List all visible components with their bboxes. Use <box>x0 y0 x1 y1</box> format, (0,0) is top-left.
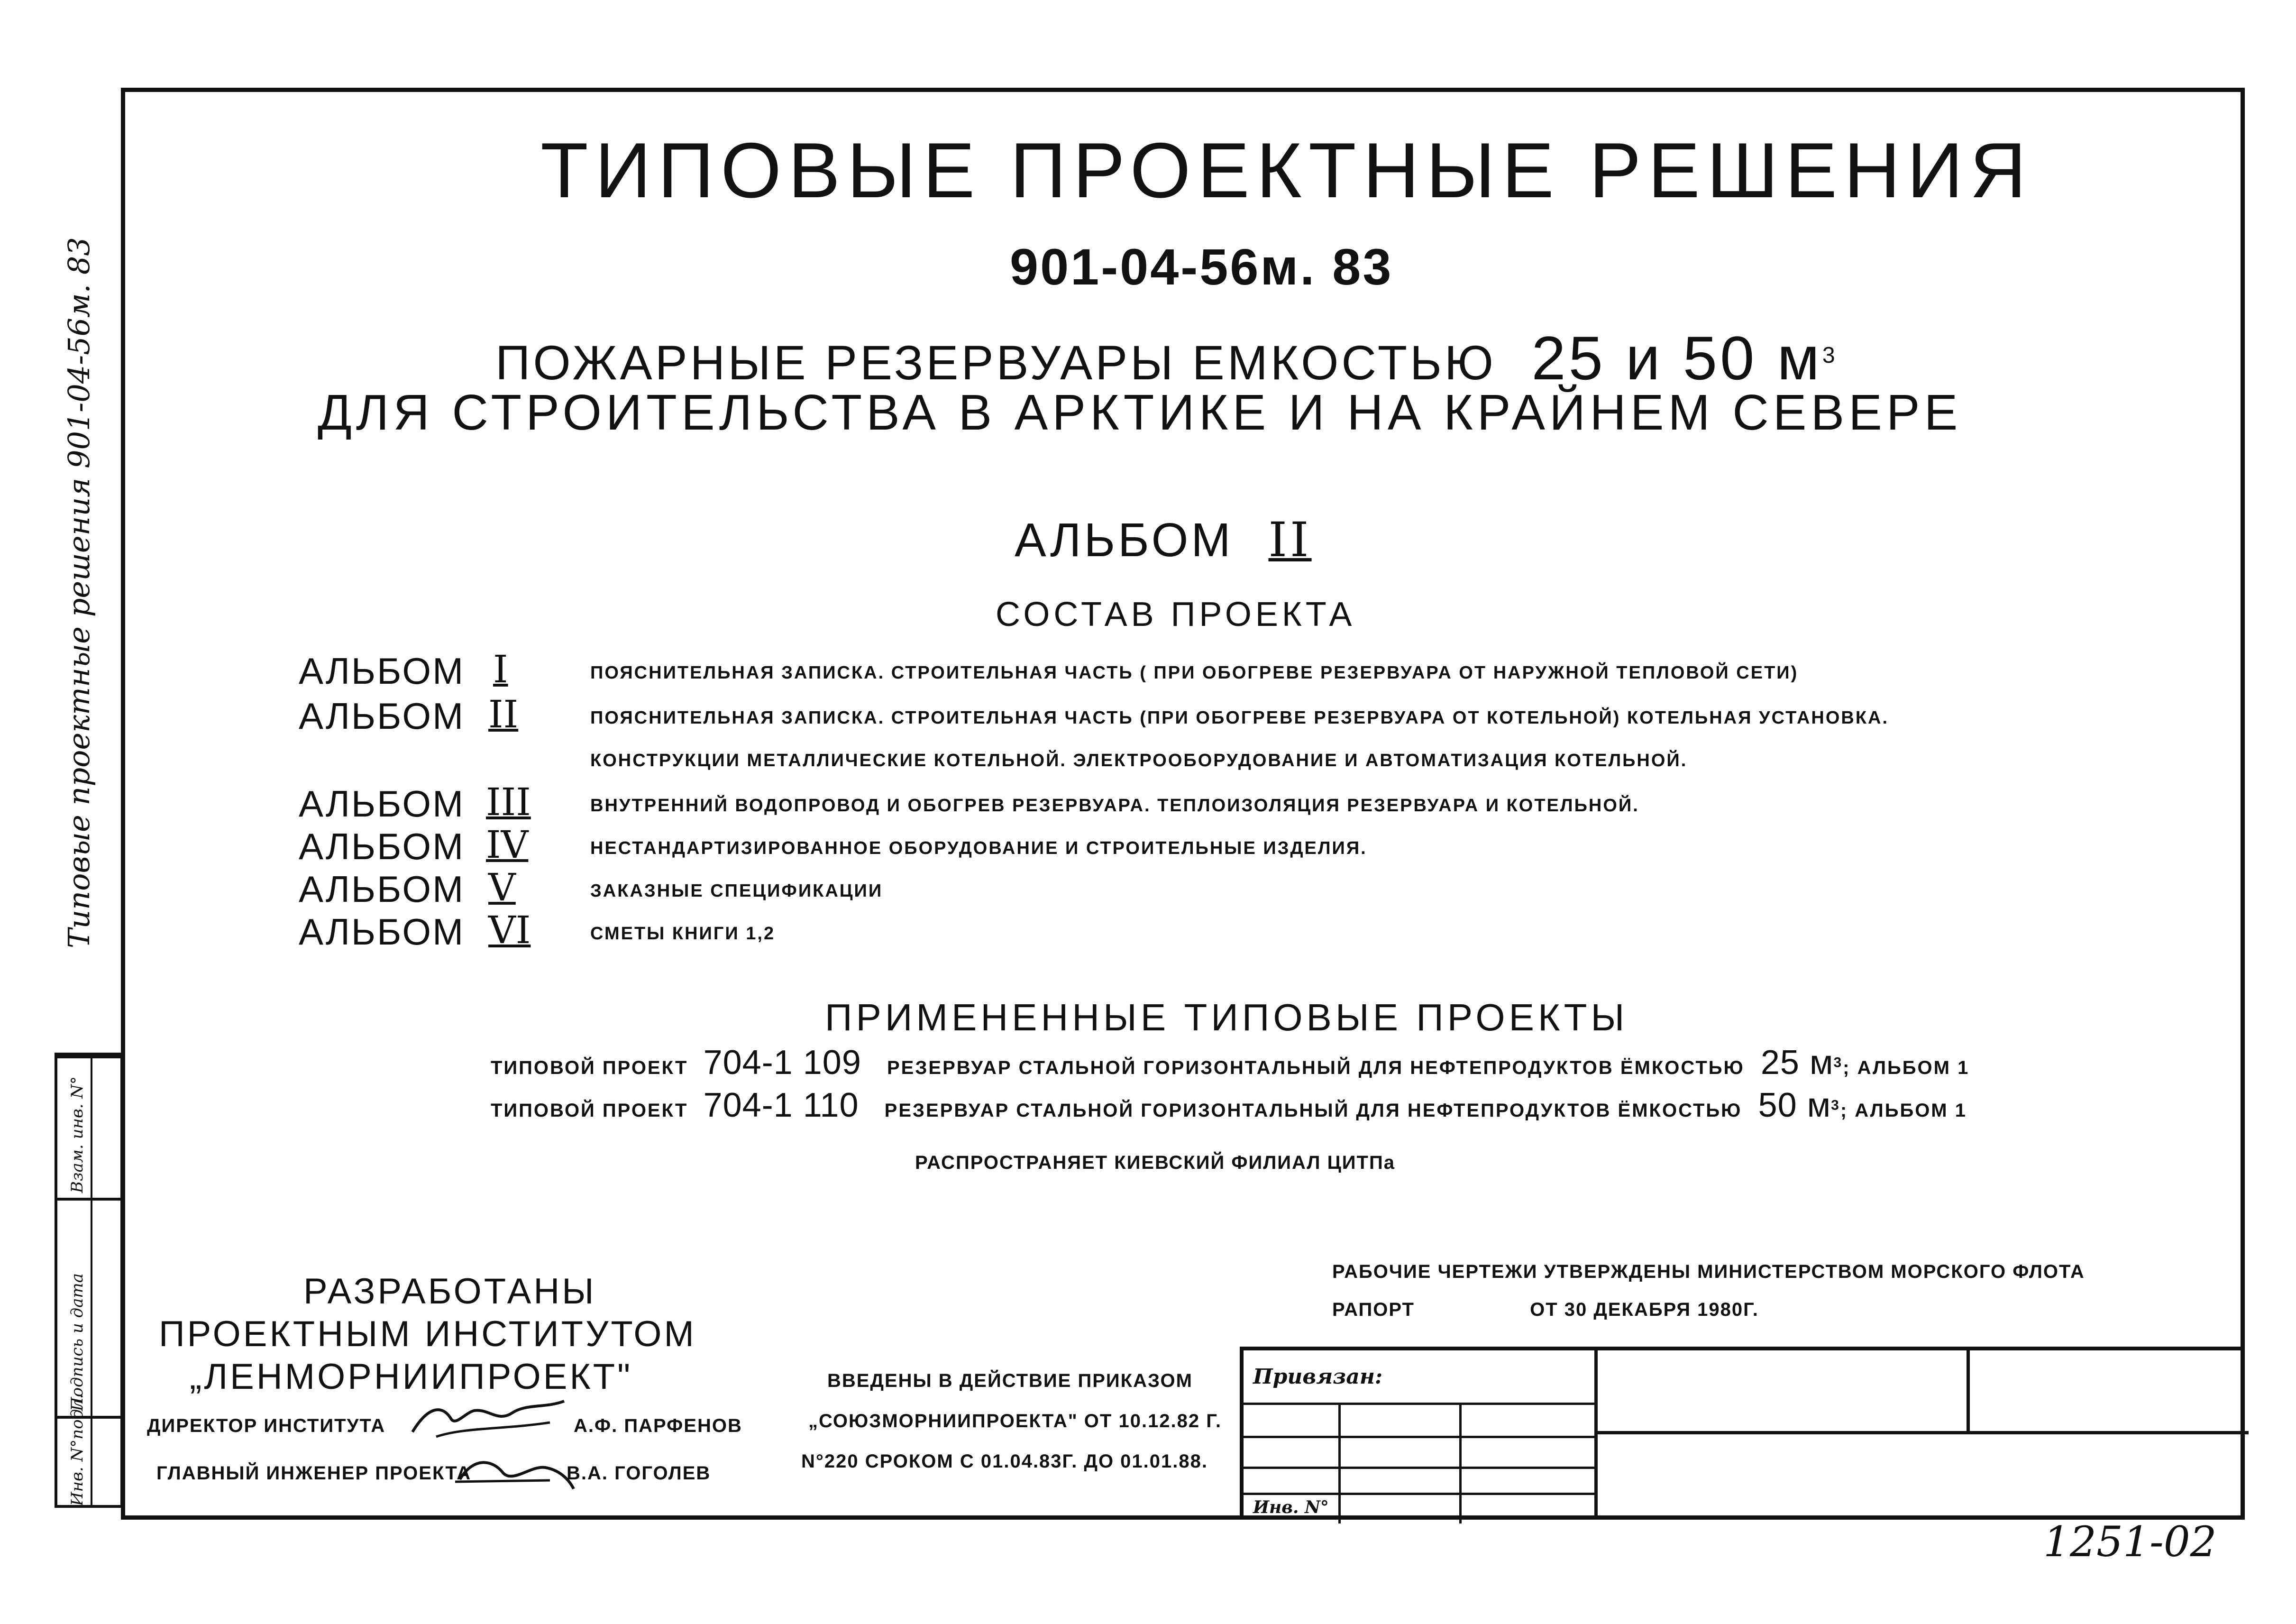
distributor-note: РАСПРОСТРАНЯЕТ КИЕВСКИЙ ФИЛИАЛ ЦИТПа <box>915 1152 1395 1173</box>
title-block-divider <box>1594 1350 1598 1520</box>
side-stamp-boxes <box>55 1053 123 1508</box>
side-box-line <box>57 1198 120 1201</box>
subtitle-volume: 25 и 50 м <box>1531 323 1822 393</box>
subtitle-volume-sup: 3 <box>1822 343 1838 368</box>
album-title <box>1015 512 1312 568</box>
applied-text: РЕЗЕРВУАР СТАЛЬНОЙ ГОРИЗОНТАЛЬНЫЙ ДЛЯ НЕФТЕПРОДУКТОВ ЁМКОСТЬЮ <box>884 1100 1742 1121</box>
album-label: АЛЬБОМ <box>299 783 465 825</box>
applied-volume: 50 м <box>1758 1086 1831 1124</box>
album-label: АЛЬБОМ <box>299 911 465 953</box>
page-title: ТИПОВЫЕ ПРОЕКТНЫЕ РЕШЕНИЯ <box>540 127 2033 214</box>
album-number: III <box>486 780 531 824</box>
applied-code: 704-1 110 <box>703 1086 859 1124</box>
approval-line-1: РАБОЧИЕ ЧЕРТЕЖИ УТВЕРЖДЕНЫ МИНИСТЕРСТВОМ МОРСКОГО ФЛОТА <box>1332 1261 2085 1282</box>
album-number: IV <box>486 823 529 867</box>
album-label: АЛЬБОМ <box>299 650 465 692</box>
album-title-number: II <box>1268 512 1312 568</box>
side-box-label: Инв. N°подл. <box>68 1394 87 1506</box>
applied-volume: 25 м <box>1760 1044 1834 1082</box>
subtitle-text: ПОЖАРНЫЕ РЕЗЕРВУАРЫ ЕМКОСТЬЮ <box>495 336 1496 390</box>
project-code: 901-04-56м. 83 <box>1010 238 1393 295</box>
title-block-inv: Инв. N° <box>1253 1497 1329 1517</box>
approval-date: ОТ 30 ДЕКАБРЯ 1980Г. <box>1530 1299 1759 1320</box>
composition-heading: СОСТАВ ПРОЕКТА <box>996 596 1356 633</box>
engineer-signature-icon <box>455 1446 578 1498</box>
order-line-1: ВВЕДЕНЫ В ДЕЙСТВИЕ ПРИКАЗОМ <box>827 1370 1193 1391</box>
applied-prefix: ТИПОВОЙ ПРОЕКТ <box>491 1057 688 1078</box>
title-block-divider <box>1244 1436 1594 1438</box>
album-description: СМЕТЫ КНИГИ 1,2 <box>590 924 776 944</box>
applied-prefix: ТИПОВОЙ ПРОЕКТ <box>491 1100 688 1121</box>
album-number: VI <box>488 908 531 952</box>
developer-line-2: ПРОЕКТНЫМ ИНСТИТУТОМ <box>159 1314 696 1354</box>
album-description-cont: КОНСТРУКЦИИ МЕТАЛЛИЧЕСКИЕ КОТЕЛЬНОЙ. ЭЛЕКТРООБОРУДОВАНИЕ И АВТОМАТИЗАЦИЯ КОТЕЛЬНОЙ. <box>590 751 1688 771</box>
applied-suffix: ; АЛЬБОМ 1 <box>1840 1100 1967 1121</box>
title-block-divider <box>1594 1431 2249 1434</box>
album-label: АЛЬБОМ <box>299 868 465 910</box>
applied-project-row <box>491 1043 1969 1082</box>
title-block-divider <box>1967 1350 1970 1431</box>
title-block-divider <box>1244 1467 1594 1469</box>
album-description: ВНУТРЕННИЙ ВОДОПРОВОД И ОБОГРЕВ РЕЗЕРВУАРА. ТЕПЛОИЗОЛЯЦИЯ РЕЗЕРВУАРА И КОТЕЛЬНОЙ. <box>590 796 1639 816</box>
engineer-name: В.А. ГОГОЛЕВ <box>567 1463 711 1484</box>
director-name: А.Ф. ПАРФЕНОВ <box>574 1415 742 1436</box>
order-line-2: „СОЮЗМОРНИИПРОЕКТА" ОТ 10.12.82 Г. <box>808 1411 1222 1431</box>
album-label: АЛЬБОМ <box>299 695 465 737</box>
applied-project-row <box>491 1086 1967 1125</box>
order-line-3: N°220 СРОКОМ С 01.04.83Г. ДО 01.01.88. <box>801 1451 1208 1472</box>
applied-suffix: ; АЛЬБОМ 1 <box>1843 1057 1970 1078</box>
side-box-label: Подпись и дата <box>68 1273 87 1411</box>
title-block <box>1240 1347 2245 1520</box>
sheet-number: 1251-02 <box>2043 1517 2217 1566</box>
album-label: АЛЬБОМ <box>299 826 465 867</box>
title-block-divider <box>1459 1403 1462 1523</box>
title-block-divider <box>1338 1403 1341 1523</box>
album-number: II <box>488 692 519 736</box>
album-description: ПОЯСНИТЕЛЬНАЯ ЗАПИСКА. СТРОИТЕЛЬНАЯ ЧАСТЬ (ПРИ ОБОГРЕВЕ РЕЗЕРВУАРА ОТ КОТЕЛЬНОЙ) КОТЕЛЬНАЯ УСТАНОВКА. <box>590 708 1889 728</box>
album-description: НЕСТАНДАРТИЗИРОВАННОЕ ОБОРУДОВАНИЕ И СТРОИТЕЛЬНЫЕ ИЗДЕЛИЯ. <box>590 838 1367 858</box>
title-block-linked: Привязан: <box>1253 1365 1383 1389</box>
director-signature-icon <box>408 1394 578 1446</box>
album-number: I <box>493 647 508 691</box>
approval-line-2 <box>1332 1299 1759 1321</box>
developer-line-3: „ЛЕНМОРНИИПРОЕКТ" <box>190 1357 633 1397</box>
side-box-label: Взам. инв. N° <box>68 1076 87 1193</box>
applied-text: РЕЗЕРВУАР СТАЛЬНОЙ ГОРИЗОНТАЛЬНЫЙ ДЛЯ НЕФТЕПРОДУКТОВ ЁМКОСТЬЮ <box>887 1057 1745 1078</box>
applied-code: 704-1 109 <box>703 1044 861 1082</box>
subtitle-line-2: ДЛЯ СТРОИТЕЛЬСТВА В АРКТИКЕ И НА КРАЙНЕМ СЕВЕРЕ <box>318 385 1962 440</box>
developer-line-1: РАЗРАБОТАНЫ <box>303 1271 596 1312</box>
album-title-label: АЛЬБОМ <box>1015 514 1234 567</box>
album-description: ПОЯСНИТЕЛЬНАЯ ЗАПИСКА. СТРОИТЕЛЬНАЯ ЧАСТЬ ( ПРИ ОБОГРЕВЕ РЕЗЕРВУАРА ОТ НАРУЖНОЙ ТЕПЛОВОЙ СЕТИ) <box>590 663 1799 683</box>
side-box-line <box>57 1416 120 1419</box>
approval-report: РАПОРТ <box>1332 1299 1415 1320</box>
subtitle-line-1 <box>495 322 1838 394</box>
applied-volume-sup: 3 <box>1833 1055 1843 1071</box>
side-box-divider <box>91 1055 92 1505</box>
album-number: V <box>488 865 516 909</box>
engineer-label: ГЛАВНЫЙ ИНЖЕНЕР ПРОЕКТА <box>156 1463 472 1484</box>
applied-heading: ПРИМЕНЕННЫЕ ТИПОВЫЕ ПРОЕКТЫ <box>825 996 1628 1038</box>
director-label: ДИРЕКТОР ИНСТИТУТА <box>147 1415 386 1436</box>
side-box-line <box>57 1055 120 1058</box>
side-title: Типовые проектные решения 901-04-56м. 83 <box>62 237 96 948</box>
album-description: ЗАКАЗНЫЕ СПЕЦИФИКАЦИИ <box>590 881 883 901</box>
title-block-divider <box>1244 1403 1594 1405</box>
title-block-divider <box>1244 1493 1594 1495</box>
applied-volume-sup: 3 <box>1831 1097 1840 1113</box>
